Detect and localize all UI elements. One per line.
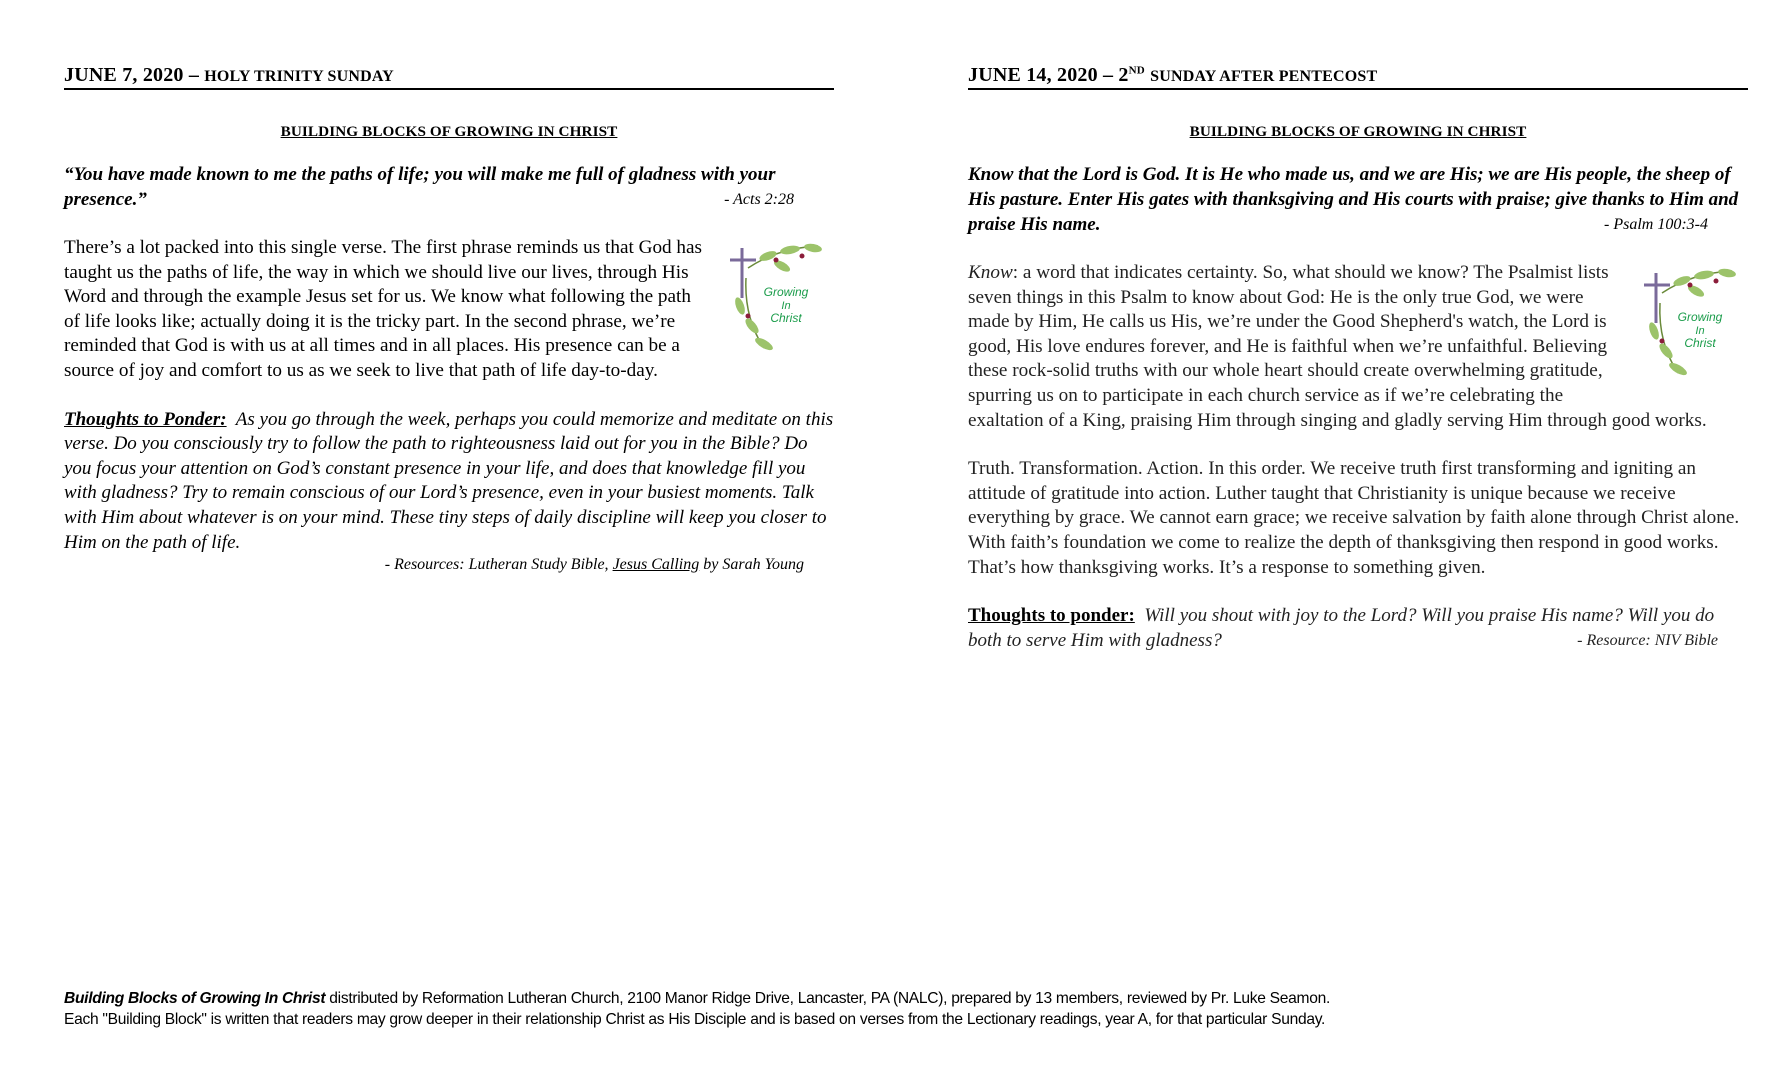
left-subtitle: BUILDING BLOCKS OF GROWING IN CHRIST xyxy=(280,123,618,140)
footer-line-1: Building Blocks of Growing In Christ distributed by Reformation Lutheran Church, 2100 Manor Ridge Drive, Lancaster, PA (NALC), prepared by 13 members, reviewed by Pr. Luke Seamon. xyxy=(64,990,1330,1007)
right-body xyxy=(968,261,1748,580)
left-verse-ref: - Acts 2:28 xyxy=(724,191,794,208)
left-body xyxy=(64,236,834,384)
footer-title: Building Blocks of Growing In Christ xyxy=(64,990,326,1007)
left-header-title: HOLY TRINITY SUNDAY xyxy=(204,68,394,85)
footer xyxy=(64,988,1330,1030)
right-header: JUNE 14, 2020 – 2ND SUNDAY AFTER PENTECOST xyxy=(968,64,1748,90)
svg-text:Christ: Christ xyxy=(1684,336,1716,350)
left-header-date: JUNE 7, 2020 – xyxy=(64,64,200,86)
svg-text:In: In xyxy=(781,300,791,312)
left-ponder-text: As you go through the week, perhaps you could memorize and meditate on this verse. Do you consciously try to follow the path to righteousness laid out for you in the Bible? Do you focus your attention on God’s constant presence in your life, and does that knowledge fill you with gladness? Try to remain conscious of our Lord’s presence, even in your busiest moments. Talk with Him about whatever is on your mind. These tiny steps of daily discipline will keep you closer to Him on the path of life. xyxy=(64,408,834,553)
footer-line-2: Each "Building Block" is written that readers may grow deeper in their relationship Christ as His Disciple and is based on verses from the Lectionary readings, year A, for that particular Sunday. xyxy=(64,1011,1326,1028)
right-ponder-resource: - Resource: NIV Bible xyxy=(1577,631,1718,649)
svg-text:Growing: Growing xyxy=(763,285,809,299)
right-ponder xyxy=(968,604,1748,653)
right-header-title: SUNDAY AFTER PENTECOST xyxy=(1150,68,1378,85)
left-body-text: There’s a lot packed into this single verse. The first phrase reminds us that God has taught us the paths of life, the way in which we should live our lives, through His Word and through the example Jesus set for us. We know what following the path of life looks like; actually doing it is the tricky part. In the second phrase, we’re reminded that God is with us at all times and in all places. His presence can be a source of joy and comfort to us as we seek to live that path of life day-to-day. xyxy=(64,237,703,381)
left-verse xyxy=(64,162,834,212)
left-header xyxy=(64,64,834,90)
svg-text:In: In xyxy=(1695,325,1705,337)
left-ponder xyxy=(64,408,834,556)
right-body-text-2: Truth. Transformation. Action. In this order. We receive truth first transforming and igniting an attitude of gratitude into action. Luther taught that Christianity is unique because we receive everything by grace. We cannot earn grace; we receive salvation by faith alone through Christ alone. With faith’s foundation we come to realize the depth of thanksgiving then respond in good works. That’s how thanksgiving works. It’s a response to something given. xyxy=(968,458,1740,578)
right-subtitle: BUILDING BLOCKS OF GROWING IN CHRIST xyxy=(1189,123,1527,140)
book-link: Jesus Calling xyxy=(612,556,700,574)
right-header-date: JUNE 14, 2020 – 2 xyxy=(968,64,1129,86)
left-verse-text: “You have made known to me the paths of life; you will make me full of gladness with your presence.” xyxy=(64,164,776,210)
right-verse xyxy=(968,162,1748,237)
left-column xyxy=(64,64,834,575)
right-verse-ref: - Psalm 100:3-4 xyxy=(1604,216,1708,233)
cross-icon xyxy=(730,248,756,298)
growing-in-christ-logo xyxy=(718,238,834,356)
svg-text:Christ: Christ xyxy=(770,311,802,325)
right-ponder-label: Thoughts to ponder: xyxy=(968,605,1135,627)
right-body-text: Know: a word that indicates certainty. So, what should we know? The Psalmist lists seven things in this Psalm to know about God: He is the only true God, we were made by Him, He calls us His, we’re under the Good Shepherd's watch, the Lord is good, His love endures forever, and He is faithful when we’re unfaithful. Believing these rock-solid truths with our whole heart should create overwhelming gratitude, spurring us on to participate in each church service as if we’re celebrating the exaltation of a King, praising Him through singing and gladly serving Him through good works. xyxy=(968,262,1707,431)
right-verse-text: Know that the Lord is God. It is He who made us, and we are His; we are His people, the sheep of His pasture. Enter His gates with thanksgiving and His courts with praise; give thanks to Him and praise His name. xyxy=(968,164,1739,235)
left-ponder-label: Thoughts to Ponder: xyxy=(64,408,227,430)
growing-in-christ-logo xyxy=(1632,263,1748,381)
right-column xyxy=(968,64,1748,653)
svg-text:Growing: Growing xyxy=(1677,310,1723,324)
right-ponder-text: Will you shout with joy to the Lord? Will you praise His name? Will you do both to serve Him with gladness? xyxy=(968,605,1715,651)
left-resources: - Resources: Lutheran Study Bible, Jesus Calling by Sarah Young xyxy=(384,556,804,574)
cross-icon xyxy=(1644,273,1670,323)
